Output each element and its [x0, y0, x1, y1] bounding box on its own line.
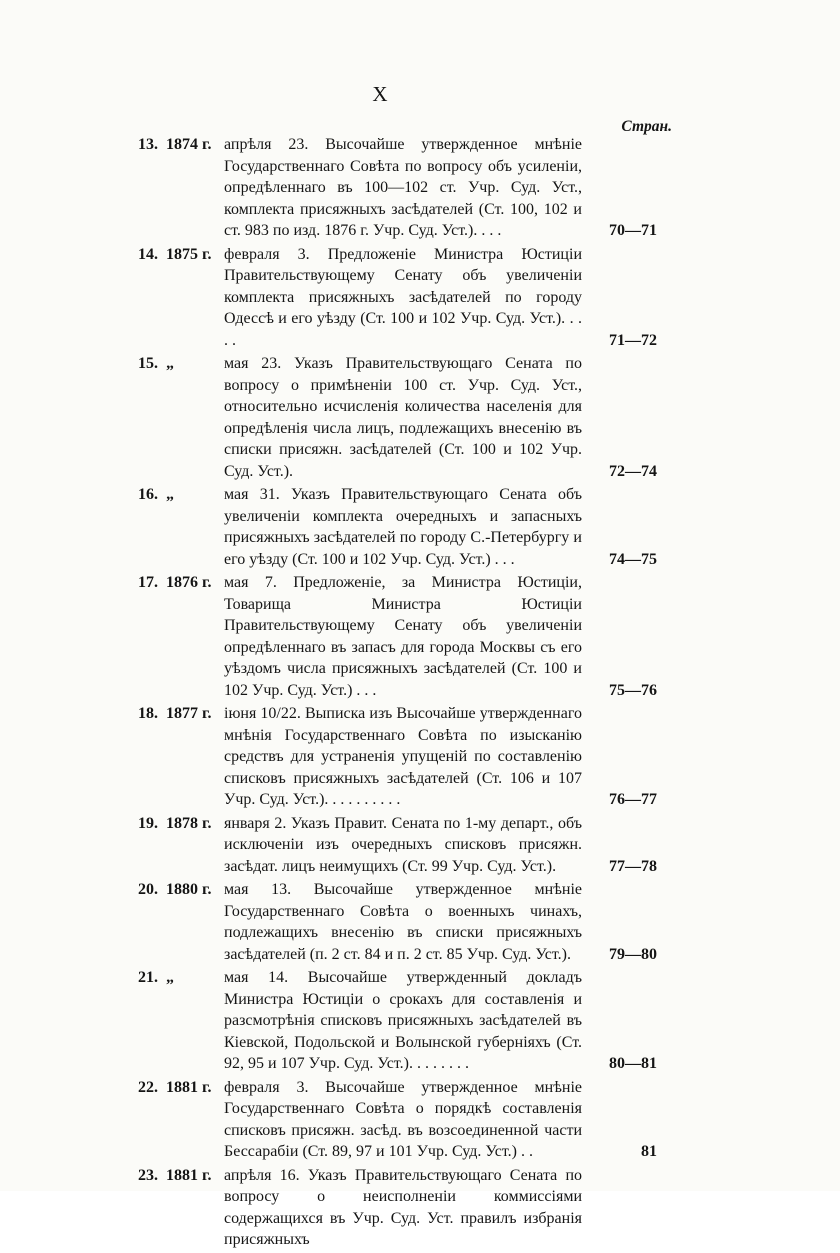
contents-entry — [0, 879, 840, 965]
contents-entry — [0, 484, 840, 570]
contents-entry — [0, 1165, 840, 1251]
contents-entry — [0, 1077, 840, 1163]
contents-entry — [0, 572, 840, 701]
entry-number: 19. — [138, 814, 158, 832]
entry-number: 18. — [138, 705, 158, 722]
entry-number: 13. — [138, 136, 158, 153]
entry-text: апрѣля 16. Указъ Правительствующаго Сената по вопросу о неисполненіи коммиссіями содержащихся въ Учр. Суд. Уст. правилъ избранія присяжныхъ — [224, 1166, 582, 1248]
entry-number: 20. — [138, 881, 158, 898]
entry-text: мая 31. Указъ Правительствующаго Сената объ увеличеніи комплекта очередныхъ и запасныхъ присяжныхъ засѣдателей по городу С.-Петербургу и его уѣзду (Ст. 100 и 102 Учр. Суд. Уст.) . . . — [224, 486, 582, 568]
entry-pages: 71—72 — [609, 331, 657, 349]
entry-text: мая 13. Высочайше утвержденное мнѣніе Государственнаго Совѣта о военныхъ чинахъ, подлежащихъ внесенію въ списки присяжныхъ засѣдателей (п. 2 ст. 84 и п. 2 ст. 85 Учр. Суд. Уст.). — [224, 881, 582, 963]
entry-year: 1877 г. — [166, 705, 212, 722]
contents-entry — [0, 244, 840, 352]
entry-text: мая 23. Указъ Правительствующаго Сената по вопросу о примѣненіи 100 ст. Учр. Суд. Уст., относительно исчисленія количества населенія для опредѣленія числа лицъ, подлежащихъ внесенію въ списки присяжн. засѣдателей (Ст. 100 и 102 Учр. Суд. Уст.). — [224, 355, 582, 480]
entry-year: 1876 г. — [166, 574, 212, 591]
entry-pages: 76—77 — [609, 791, 657, 808]
entry-pages: 80—81 — [609, 1055, 657, 1072]
entry-pages: 81 — [641, 1143, 657, 1160]
entry-pages: 70—71 — [609, 222, 657, 239]
contents-entry — [0, 967, 840, 1075]
entry-text: мая 7. Предложеніе, за Министра Юстиціи, Товарища Министра Юстиціи Правительствующему Сенату объ увеличеніи опредѣленнаго въ запасъ для города Москвы съ его уѣздомъ числа присяжныхъ засѣдателей (Ст. 100 и 102 Учр. Суд. Уст.) . . . — [224, 574, 582, 699]
entry-text: іюня 10/22. Выписка изъ Высочайше утвержденнаго мнѣнія Государственнаго Совѣта по изысканію средствъ для устраненія упущеній по составленію списковъ присяжныхъ засѣдателей (Ст. 106 и 107 Учр. Суд. Уст.). . . . . . . . . . — [224, 705, 582, 808]
contents-entry — [0, 813, 840, 878]
entry-pages: 75—76 — [609, 681, 657, 699]
entry-year: 1878 г. — [166, 814, 212, 832]
entry-year: 1880 г. — [166, 881, 212, 898]
entry-year: 1875 г. — [166, 245, 212, 263]
page-number: X — [372, 82, 388, 106]
entry-pages: 79—80 — [609, 945, 657, 963]
contents-entry — [0, 134, 840, 242]
entry-year: 1881 г. — [166, 1078, 212, 1096]
contents-list — [0, 134, 840, 1253]
contents-entry — [0, 703, 840, 811]
entry-number: 17. — [138, 574, 158, 591]
entry-year: 1874 г. — [166, 136, 212, 153]
entry-pages: 74—75 — [609, 550, 657, 568]
entry-number: 23. — [138, 1166, 158, 1184]
entry-number: 14. — [138, 245, 158, 263]
entry-number: 22. — [138, 1078, 158, 1096]
entry-year: 1881 г. — [166, 1166, 212, 1184]
entry-year: „ — [166, 969, 174, 986]
entry-text: апрѣля 23. Высочайше утвержденное мнѣніе Государственнаго Совѣта по вопросу объ усиленіи, опредѣленнаго въ 100—102 ст. Учр. Суд. Уст., комплекта присяжныхъ засѣдателей (Ст. 100, 102 и ст. 983 по изд. 1876 г. Учр. Суд. Уст.). . . . — [224, 136, 582, 239]
entry-number: 15. — [138, 355, 158, 372]
entry-year: „ — [166, 355, 174, 372]
entry-year: „ — [166, 486, 174, 503]
entry-text: мая 14. Высочайше утвержденный докладъ Министра Юстиціи о срокахъ для составленія и разсмотрѣнія списковъ присяжныхъ засѣдателей въ Кіевской, Подольской и Волынской губерніяхъ (Ст. 92, 95 и 107 Учр. Суд. Уст.). . . . . . . . — [224, 969, 582, 1072]
contents-entry — [0, 353, 840, 482]
entry-pages: 72—74 — [609, 462, 657, 480]
entry-text: января 2. Указъ Правит. Сената по 1-му департ., объ исключеніи изъ очередныхъ списковъ присяжн. засѣдат. лицъ неимущихъ (Ст. 99 Учр. Суд. Уст.). — [224, 814, 582, 875]
entry-pages: 77—78 — [609, 857, 657, 875]
entry-number: 21. — [138, 969, 158, 986]
entry-text: февраля 3. Высочайше утвержденное мнѣніе Государственнаго Совѣта о порядкѣ составленія списковъ присяжн. засѣд. въ возсоединенной части Бессарабіи (Ст. 89, 97 и 101 Учр. Суд. Уст.) . . — [224, 1078, 582, 1160]
entry-number: 16. — [138, 486, 158, 503]
entry-text: февраля 3. Предложеніе Министра Юстиціи Правительствующему Сенату объ увеличеніи комплекта присяжныхъ засѣдателей по городу Одессѣ и его уѣзду (Ст. 100 и 102 Учр. Суд. Уст.). . . . . — [224, 245, 582, 349]
pages-column-header: Стран. — [621, 118, 672, 135]
